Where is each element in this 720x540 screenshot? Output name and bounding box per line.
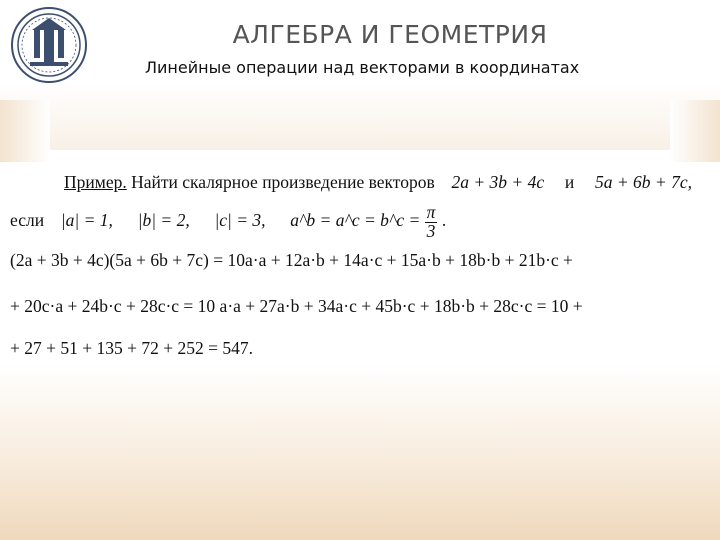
condition-if: если (10, 210, 45, 231)
example-line-2: если |a| = 1, |b| = 2, |c| = 3, a^b = a^c = b^c = $\frac{\pi}{3}$ . (10, 202, 447, 241)
example-expr-2: 5a + 6b + 7c, (594, 172, 692, 192)
example-line-1 (64, 172, 692, 193)
slide-frame-bottom (0, 365, 720, 540)
condition-b: |b| = 2, (137, 210, 190, 231)
condition-angles: a^b = a^c = b^c = (290, 210, 421, 231)
page-title: АЛГЕБРА И ГЕОМЕТРИЯ (232, 20, 548, 49)
fraction-denominator: 3 (426, 220, 436, 241)
pi-over-three-fraction (425, 204, 438, 240)
example-expr-1: 2a + 3b + 4c (451, 172, 545, 192)
example-and: и (564, 172, 575, 192)
example-line-4: + 20c·a + 24b·c + 28c·c = 10 a·a + 27a·b + 34a·c + 45b·c + 18b·b + 28c·c = 10 + (10, 296, 583, 316)
example-line-5: + 27 + 51 + 135 + 72 + 252 = 547. (10, 338, 253, 358)
university-seal-icon (10, 6, 88, 84)
example-lead: Пример. (64, 172, 127, 192)
fraction-numerator: π (426, 202, 436, 222)
example-task-text: Найти скалярное произведение векторов (131, 172, 435, 192)
example-content-panel (0, 162, 720, 366)
example-line-3: (2a + 3b + 4c)(5a + 6b + 7c) = 10a·a + 12a·b + 14a·c + 15a·b + 18b·b + 21b·c + (10, 250, 573, 270)
condition-c: |c| = 3, (214, 210, 266, 231)
page-subtitle: Линейные операции над векторами в координатах (145, 58, 580, 77)
condition-a: |a| = 1, (60, 210, 113, 231)
